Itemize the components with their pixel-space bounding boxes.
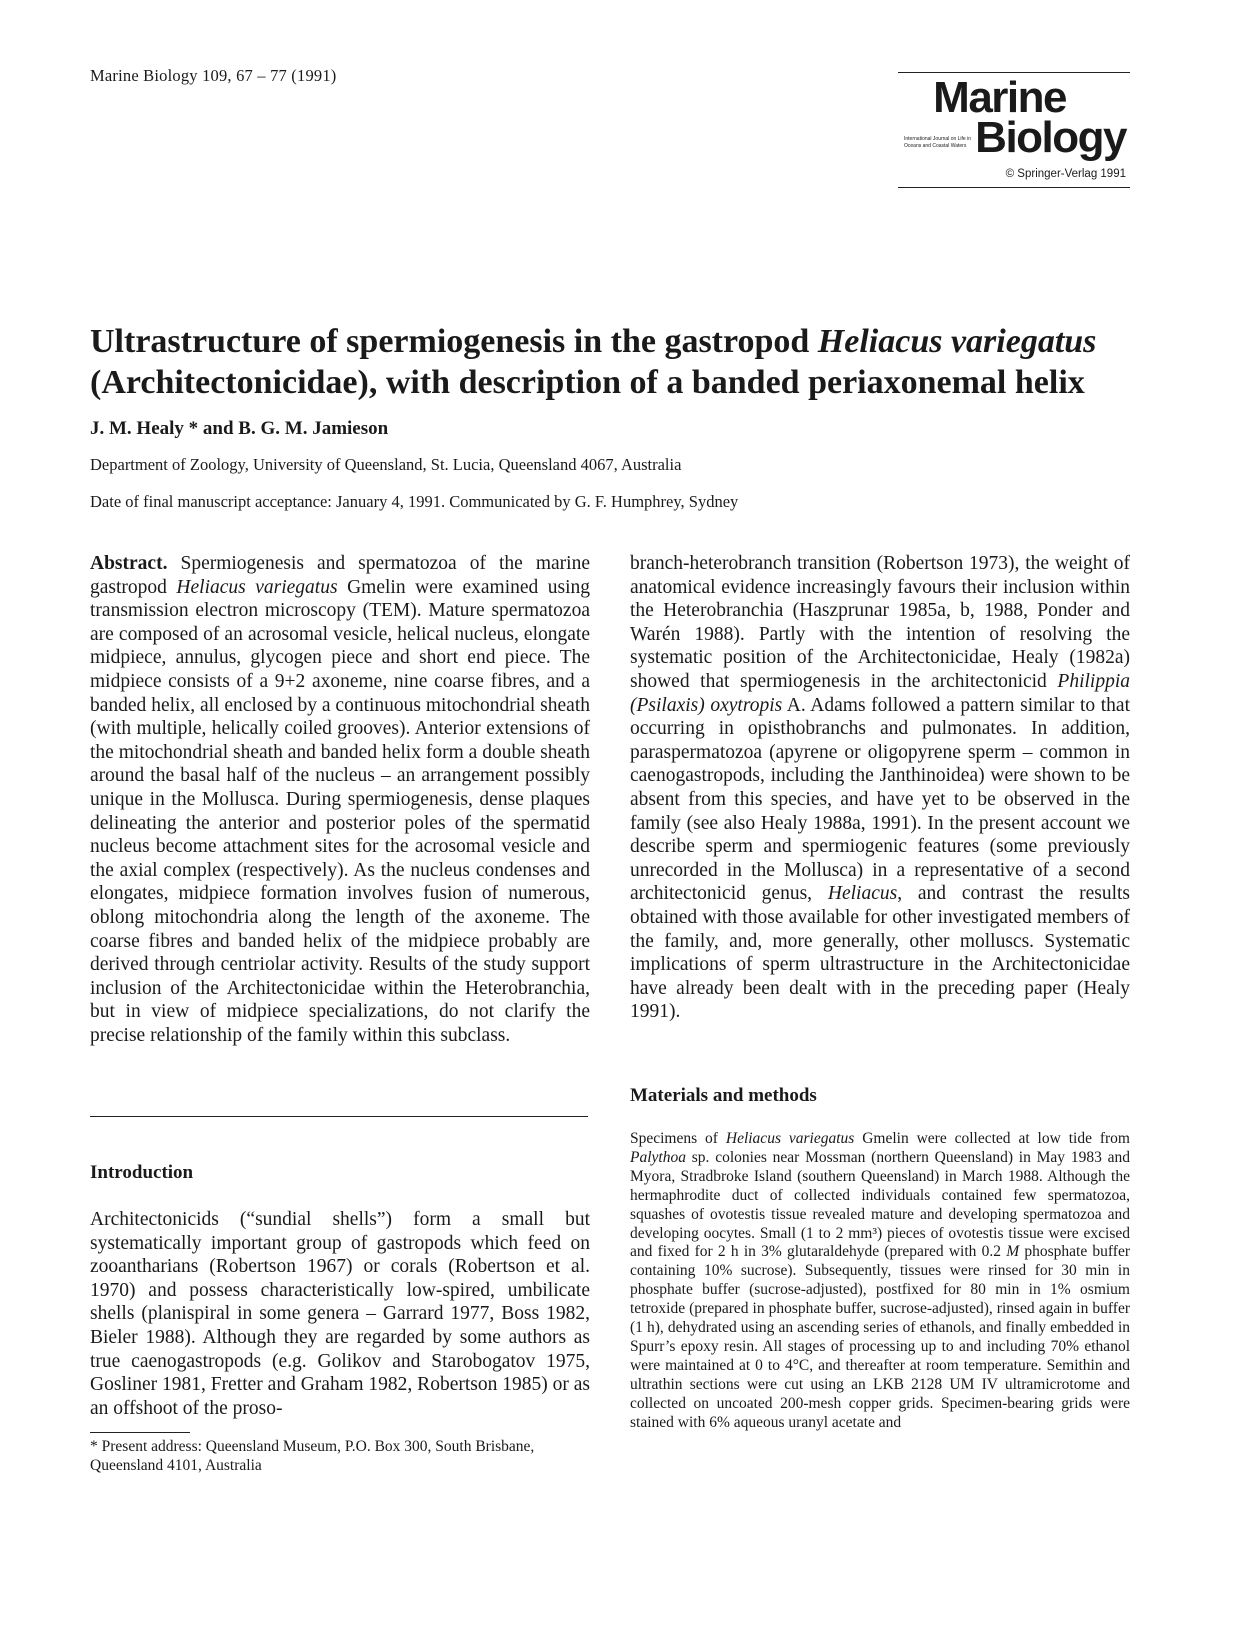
abstract-species: Heliacus variegatus [176, 576, 338, 598]
abstract [90, 552, 590, 1047]
logo-tagline: International Journal on Life in Oceans and Coastal Waters [904, 136, 971, 149]
journal-reference: Marine Biology 109, 67 – 77 (1991) [90, 66, 337, 85]
left-column [90, 552, 590, 1047]
mm-genus: Palythoa [630, 1148, 686, 1166]
abstract-text-1: Spermiogenesis and spermatozoa of the marine gastropod [90, 553, 590, 598]
mm-text-1: Specimens of [630, 1130, 726, 1147]
mm-text-4: phosphate buffer containing 10% sucrose). Subsequently, tissues were rinsed for 30 min in phosphate buffer (sucrose-adjusted), postfixed for 80 min in 1% osmium tetroxide (prepared in phosphate buffer, sucrose-adjusted), rinsed again in buffer (1 h), dehydrated using an ascending series of ethanols, and finally embedded in Spurr’s epoxy resin. All stages of processing up to and including 70% ethanol were maintained at 0 to 4°C, and thereafter at room temperature. Semithin and ultrathin sections were cut using an LKB 2128 UM IV ultramicrotome and collected on uncoated 200-mesh copper grids. Specimen-bearing grids were stained with 6% aqueous uranyl acetate and [630, 1243, 1130, 1431]
introduction-continued [630, 552, 1130, 1024]
intro-cont-species-1: Philippia (Psilaxis) oxytropis [630, 670, 1130, 716]
materials-body [630, 1130, 1130, 1433]
affiliation: Department of Zoology, University of Queensland, St. Lucia, Queensland 4067, Australia [90, 455, 682, 474]
logo-word-marine: Marine [933, 73, 1066, 122]
title-line2-text: (Architectonicidae), with description of a banded periaxonemal helix [90, 363, 1085, 401]
intro-cont-text-3: , and contrast the results obtained with those available for other investigated members of the family, and, more generally, other molluscs. Systematic implications of sperm ultrastructure in the Architectonicidae have already been dealt with in the preceding paper (Healy 1991). [630, 883, 1130, 1023]
introduction-body [90, 1208, 590, 1420]
materials-heading: Materials and methods [630, 1085, 817, 1106]
manuscript-dates: Date of final manuscript acceptance: January 4, 1991. Communicated by G. F. Humphrey, Sydney [90, 492, 739, 511]
abstract-text-2: Gmelin were examined using transmission electron microscopy (TEM). Mature spermatozoa are composed of an acrosomal vesicle, helical nucleus, elongate midpiece, annulus, glycogen piece and short end piece. The midpiece consists of a 9+2 axoneme, nine coarse fibres, and a banded helix, all enclosed by a continuous mitochondrial sheath (with multiple, helically coiled grooves). Anterior extensions of the mitochondrial sheath and banded helix form a double sheath around the basal half of the nucleus – an arrangement possibly unique in the Mollusca. During spermiogenesis, dense plaques delineating the anterior and posterior poles of the spermatid nucleus become attachment sites for the acrosomal vesicle and the axial complex (respectively). As the nucleus condenses and elongates, midpiece formation involves fusion of numerous, oblong mitochondria along the length of the axoneme. The coarse fibres and banded helix of the midpiece probably are derived through centriolar activity. Results of the study support inclusion of the Architectonicidae within the Heterobranchia, but in view of midpiece specializations, do not clarify the precise relationship of the family within this subclass. [90, 576, 591, 1046]
logo-copyright: © Springer-Verlag 1991 [1005, 168, 1126, 180]
authors: J. M. Healy * and B. G. M. Jamieson [90, 418, 389, 439]
abstract-divider [90, 1116, 588, 1117]
introduction-paragraph: Architectonicids (“sundial shells”) form a small but systematically important group of gastropods which feed on zooantharians (Robertson 1967) or corals (Robertson et al. 1970) and possess characteristically low-spired, umbilicate shells (planispiral in some genera – Garrard 1977, Boss 1982, Bieler 1988). Although they are regarded by some authors as true caenogastropods (e.g. Golikov and Starobogatov 1975, Gosliner 1981, Fretter and Graham 1982, Robertson 1985) or as an offshoot of the proso- [90, 1209, 590, 1419]
mm-text-3: sp. colonies near Mossman (northern Queensland) in May 1983 and Myora, Stradbroke Island (southern Queensland) in March 1988. Although the hermaphrodite duct of collected individuals contained few spermatozoa, squashes of ovotestis tissue revealed mature and developing spermatozoa and developing oocytes. Small (1 to 2 mm³) pieces of ovotestis tissue were excised and fixed for 2 h in 3% glutaraldehyde (prepared with 0.2 [630, 1148, 1130, 1261]
mm-molar-unit: M [1006, 1243, 1020, 1261]
abstract-label: Abstract. [90, 553, 168, 574]
intro-cont-genus: Heliacus [827, 883, 898, 905]
introduction-heading: Introduction [90, 1162, 194, 1183]
mm-species: Heliacus variegatus [725, 1130, 855, 1147]
intro-cont-text-1: branch-heterobranch transition (Robertson 1973), the weight of anatomical evidence increasingly favours their inclusion within the Heterobranchia (Haszprunar 1985a, b, 1988, Ponder and Warén 1988). Partly with the intention of resolving the systematic position of the Architectonicidae, Healy (1982a) showed that spermiogenesis in the architectonicid [630, 553, 1130, 692]
title-line1-text: Ultrastructure of spermiogenesis in the gastropod [90, 323, 818, 360]
materials-paragraph [630, 1130, 1130, 1433]
logo-word-biology: Biology [975, 113, 1126, 162]
article-title [90, 322, 1150, 404]
right-column [630, 552, 1130, 1024]
intro-cont-text-2: A. Adams followed a pattern similar to that occurring in opisthobranchs and pulmonates. In addition, paraspermatozoa (apyrene or oligopyrene sperm – common in caenogastropods, including the Janthinoidea) were shown to be absent from this species, and have yet to be observed in the family (see also Healy 1988a, 1991). In the present account we describe sperm and spermiogenic features (some previously unrecorded in the Mollusca) in a representative of a second architectonicid genus, [630, 694, 1130, 905]
title-species-name: Heliacus variegatus [817, 323, 1097, 360]
logo-bottom-rule [898, 187, 1130, 188]
footnote: * Present address: Queensland Museum, P.O. Box 300, South Brisbane, Queensland 4101, Australia [90, 1438, 535, 1474]
journal-logo [898, 72, 1130, 188]
footnote-divider [90, 1432, 190, 1433]
mm-text-2: Gmelin were collected at low tide from [854, 1130, 1130, 1147]
